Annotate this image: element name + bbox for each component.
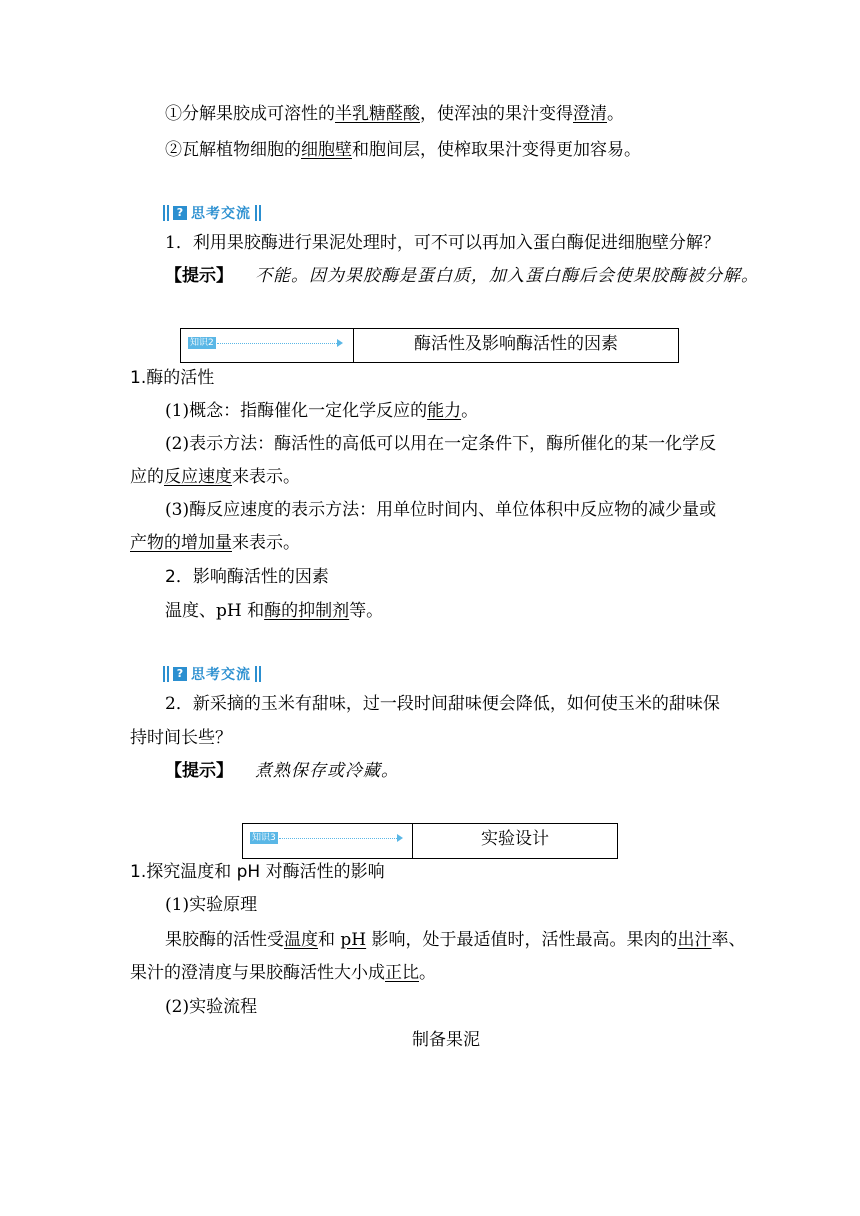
think-exchange-header: ? 思考交流 — [163, 204, 263, 222]
paragraph-principle-line2: 果汁的澄清度与果胶酶活性大小成正比。 — [130, 963, 436, 983]
section-header-box-2 — [180, 328, 679, 363]
paragraph-method-line1: (2)表示方法：酶活性的高低可以用在一定条件下，酶所催化的某一化学反 — [165, 434, 717, 454]
subheading-principle: (1)实验原理 — [165, 895, 258, 915]
think-question-2-line1: 2．新采摘的玉米有甜味，过一段时间甜味便会降低，如何使玉米的甜味保 — [165, 694, 720, 714]
section-title: 酶活性及影响酶活性的因素 — [414, 334, 618, 354]
think-question-1: 1．利用果胶酶进行果泥处理时，可不可以再加入蛋白酶促进细胞壁分解？ — [165, 233, 720, 253]
section-tag-cell — [181, 329, 354, 362]
heading-experiment: 1.探究温度和 pH 对酶活性的影响 — [130, 862, 385, 882]
intro-paragraph-2: ②瓦解植物细胞的细胞壁和胞间层，使榨取果汁变得更加容易。 — [165, 140, 641, 160]
intro-paragraph-1: ①分解果胶成可溶性的半乳糖醛酸，使浑浊的果汁变得澄清。 — [165, 104, 624, 124]
arrow-icon — [397, 834, 403, 842]
section-tag-cell — [243, 824, 413, 858]
hint-2: 【提示】 煮熟保存或冷藏。 — [165, 761, 399, 781]
arrow-icon — [337, 339, 343, 347]
think-exchange-header-2: ? 思考交流 — [163, 665, 263, 683]
paragraph-factors: 温度、pH 和酶的抑制剂等。 — [165, 601, 384, 621]
paragraph-rate-line1: (3)酶反应速度的表示方法：用单位时间内、单位体积中反应物的减少量或 — [165, 500, 717, 520]
question-icon: ? — [173, 206, 187, 220]
heading-enzyme-activity: 1.酶的活性 — [130, 368, 215, 388]
paragraph-principle-line1: 果胶酶的活性受温度和 pH 影响，处于最适值时，活性最高。果肉的出汁率、 — [165, 930, 746, 950]
section-title: 实验设计 — [481, 829, 549, 849]
heading-factors: 2．影响酶活性的因素 — [165, 567, 329, 587]
flow-step-1: 制备果泥 — [412, 1030, 480, 1050]
paragraph-method-line2: 应的反应速度来表示。 — [130, 467, 300, 487]
section-tag: 知识3 — [250, 832, 278, 844]
section-header-box-3 — [242, 823, 618, 859]
paragraph-concept: (1)概念：指酶催化一定化学反应的能力。 — [165, 401, 479, 421]
paragraph-rate-line2: 产物的增加量来表示。 — [130, 533, 300, 553]
think-question-2-line2: 持时间长些？ — [130, 728, 232, 748]
section-tag: 知识2 — [188, 337, 216, 349]
question-icon: ? — [173, 667, 187, 681]
hint-1: 【提示】 不能。因为果胶酶是蛋白质，加入蛋白酶后会使果胶酶被分解。 — [165, 266, 759, 286]
subheading-process: (2)实验流程 — [165, 997, 258, 1017]
